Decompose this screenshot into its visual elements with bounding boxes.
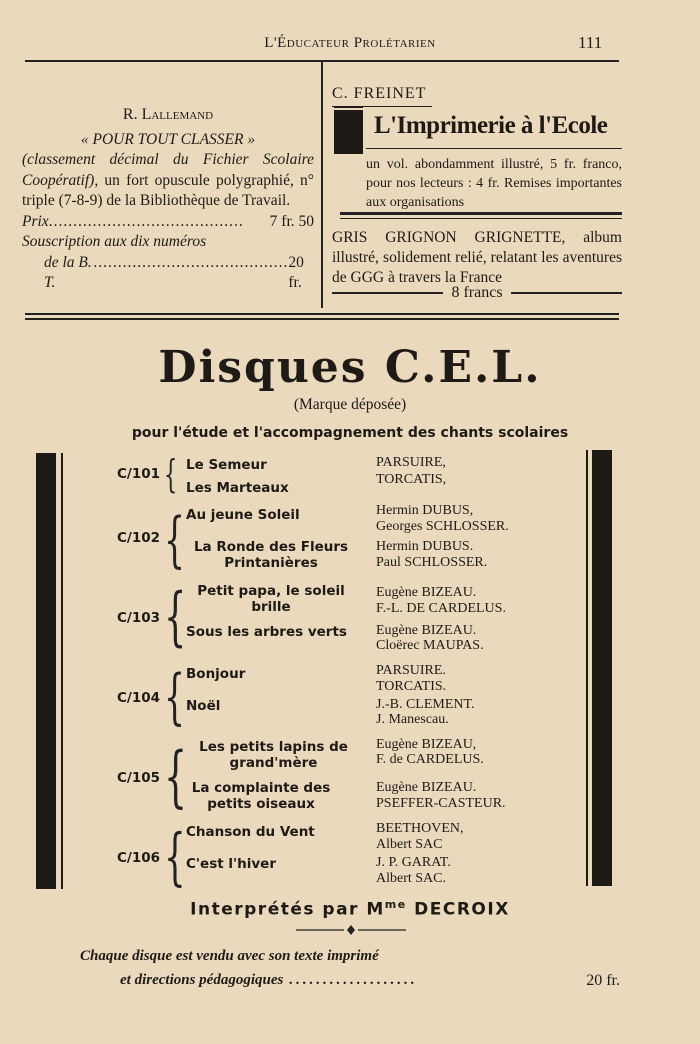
imprimerie-title-rule bbox=[366, 148, 622, 149]
footer-dots: ................... bbox=[289, 972, 418, 988]
imprimerie-logo-block bbox=[334, 110, 363, 154]
ornament-divider bbox=[296, 924, 406, 936]
song-title: Chanson du Vent bbox=[186, 824, 315, 840]
composer-credit: Eugène BIZEAU. bbox=[376, 780, 477, 795]
song-title: Petit papa, le soleil brille bbox=[197, 583, 345, 615]
section-rule-2 bbox=[25, 318, 619, 320]
imprimerie-title: L'Imprimerie à l'Ecole bbox=[374, 112, 608, 139]
song-title: Bonjour bbox=[186, 666, 246, 682]
gris-price: 8 francs bbox=[451, 284, 503, 301]
composer-credit: Georges SCHLOSSER. bbox=[376, 519, 509, 534]
gris-price-line bbox=[332, 284, 622, 302]
footer-note-line2 bbox=[120, 972, 620, 990]
section-rule-1 bbox=[25, 313, 619, 315]
disc-code: C/105 bbox=[117, 770, 161, 786]
brace-glyph: { bbox=[164, 505, 186, 575]
song-title: Au jeune Soleil bbox=[186, 507, 300, 523]
composer-credit: Hermin DUBUS. bbox=[376, 539, 474, 554]
song-title: La Ronde des Fleurs Printanières bbox=[193, 539, 349, 571]
composer-credit: Cloërec MAUPAS. bbox=[376, 638, 484, 653]
gris-price-rule-left bbox=[332, 292, 443, 294]
footer-note-text: et directions pédagogiques bbox=[120, 972, 284, 988]
right-decorative-bar bbox=[592, 450, 612, 886]
right-decorative-line bbox=[586, 450, 588, 886]
ad-subscription-dots: ........................................ bbox=[93, 253, 289, 271]
ad-price-line bbox=[22, 212, 314, 233]
disques-purpose: pour l'étude et l'accompagnement des chants scolaires bbox=[131, 425, 569, 441]
freinet-author: C. FREINET bbox=[332, 85, 427, 102]
song-title: Les petits lapins de grand'mère bbox=[199, 739, 348, 771]
imprimerie-bottom-rule bbox=[340, 212, 622, 215]
song-title: C'est l'hiver bbox=[186, 856, 276, 872]
composer-credit: Eugène BIZEAU. bbox=[376, 623, 477, 638]
song-title: Les Marteaux bbox=[186, 480, 289, 496]
left-decorative-bar bbox=[36, 453, 56, 889]
ad-subscription-label: de la B. T. bbox=[44, 253, 92, 291]
brace-glyph: { bbox=[164, 452, 178, 496]
composer-credit: TORCATIS, bbox=[376, 472, 447, 487]
composer-credit: J.-B. CLEMENT. bbox=[376, 697, 475, 712]
column-divider bbox=[321, 62, 323, 308]
song-title: Le Semeur bbox=[186, 457, 267, 473]
composer-credit: Eugène BIZEAU, bbox=[376, 737, 477, 752]
disques-title: Disques C.E.L. bbox=[158, 342, 542, 393]
song-title: La complainte des petits oiseaux bbox=[191, 780, 331, 812]
composer-credit: F. de CARDELUS. bbox=[376, 752, 484, 767]
composer-credit: BEETHOVEN, bbox=[376, 821, 464, 836]
ad-description-rest: un fort opuscule polygraphié, n° triple (7-8-9) de la Bibliothèque de Travail. bbox=[22, 171, 314, 209]
composer-credit: J. Manescau. bbox=[376, 712, 449, 727]
footer-note-line1: Chaque disque est vendu avec son texte imprimé bbox=[80, 948, 379, 964]
composer-credit: Eugène BIZEAU. bbox=[376, 585, 477, 600]
interpreted-by-name: DECROIX bbox=[406, 899, 510, 920]
disc-code: C/103 bbox=[117, 610, 161, 626]
composer-credit: J. P. GARAT. bbox=[376, 855, 451, 870]
ad-subscription-line bbox=[22, 253, 314, 294]
composer-credit: F.-L. DE CARDELUS. bbox=[376, 601, 506, 616]
ad-description bbox=[22, 150, 314, 212]
ad-price-label: Prix bbox=[22, 212, 49, 230]
composer-credit: Albert SAC. bbox=[376, 871, 446, 886]
ad-author: R. Lallemand bbox=[122, 106, 214, 123]
disc-code: C/101 bbox=[117, 466, 161, 482]
ad-price-value: 7 fr. 50 bbox=[269, 212, 314, 230]
composer-credit: Hermin DUBUS, bbox=[376, 503, 474, 518]
lallemand-ad bbox=[22, 105, 314, 294]
ad-price-dots: ........................................ bbox=[48, 212, 244, 230]
song-title: Noël bbox=[186, 698, 221, 714]
composer-credit: Paul SCHLOSSER. bbox=[376, 555, 488, 570]
gris-grignon-description: GRIS GRIGNON GRIGNETTE, album illustré, solidement relié, relatant les aventures de GGG à travers la France bbox=[332, 229, 622, 286]
imprimerie-description: un vol. abondamment illustré, 5 fr. franco, pour nos lecteurs : 4 fr. Remises importantes aux organisations bbox=[366, 157, 622, 210]
brace-glyph: { bbox=[164, 662, 186, 732]
page-number: 111 bbox=[578, 33, 603, 52]
composer-credit: PARSUIRE, bbox=[376, 455, 446, 470]
composer-credit: Albert SAC bbox=[376, 837, 443, 852]
brace-glyph: { bbox=[164, 820, 186, 893]
brace-glyph: { bbox=[164, 580, 187, 654]
ad-subscription-value: 20 fr. bbox=[288, 253, 304, 291]
imprimerie-bottom-rule-thin bbox=[340, 218, 622, 219]
song-title: Sous les arbres verts bbox=[186, 624, 347, 640]
composer-credit: TORCATIS. bbox=[376, 679, 447, 694]
trademark-note: (Marque déposée) bbox=[293, 396, 407, 413]
ad-title: « POUR TOUT CLASSER » bbox=[80, 130, 256, 148]
ad-description-italic: (classement décimal du Fichier Scolaire Coopératif), bbox=[22, 151, 314, 189]
gris-price-rule-right bbox=[511, 292, 622, 294]
running-header: L'Éducateur Prolétarien bbox=[264, 35, 436, 51]
left-decorative-line bbox=[61, 453, 63, 889]
brace-glyph: { bbox=[164, 738, 188, 815]
interpreted-by-sup: me bbox=[384, 898, 407, 911]
disc-code: C/106 bbox=[117, 850, 161, 866]
imprimerie-logo-line bbox=[334, 106, 363, 108]
ad-subscription-line1: Souscription aux dix numéros bbox=[22, 233, 207, 250]
composer-credit: PARSUIRE. bbox=[376, 663, 446, 678]
footer-price: 20 fr. bbox=[586, 972, 620, 989]
interpreted-by bbox=[0, 898, 700, 920]
interpreted-by-text: Interprétés par M bbox=[190, 899, 385, 920]
composer-credit: PSEFFER-CASTEUR. bbox=[376, 796, 506, 811]
disc-code: C/102 bbox=[117, 530, 161, 546]
disc-code: C/104 bbox=[117, 690, 161, 706]
